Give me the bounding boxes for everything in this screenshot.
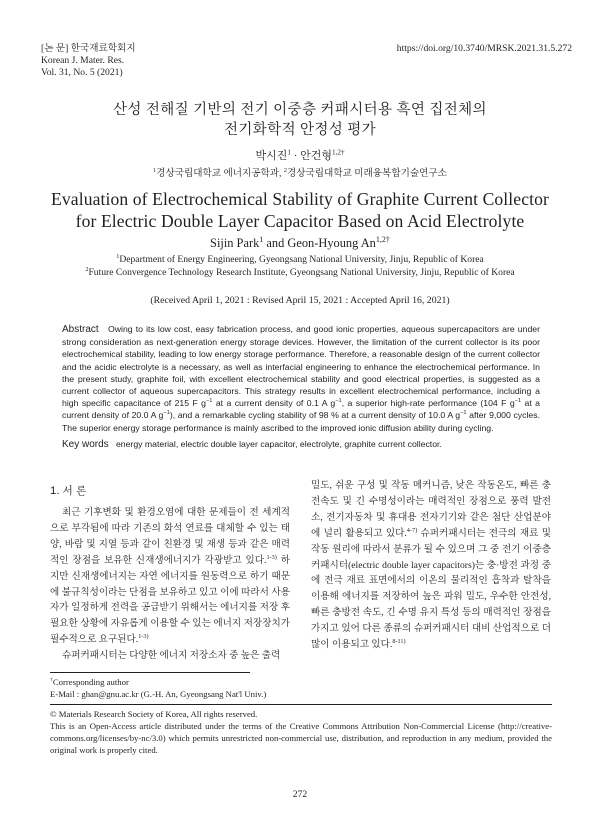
right-column <box>311 478 551 653</box>
title-ko-line1: 산성 전해질 기반의 전기 이중층 커패시터용 흑연 집전체의 <box>113 102 487 118</box>
page-number: 272 <box>292 789 308 800</box>
intro-para-1-ref1: 1-3) <box>266 553 277 561</box>
title-ko-line2: 전기화학적 안정성 평가 <box>223 122 377 138</box>
affiliation-en <box>0 253 600 279</box>
received-dates: (Received April 1, 2021 : Revised April 15, 2021 : Accepted April 16, 2021) <box>150 295 450 306</box>
abstract-text-3: , a superior high-rate performance (104 F g <box>341 398 515 409</box>
authors-ko <box>0 147 600 163</box>
affil-en-1: Department of Energy Engineering, Gyeongsang National University, Jinju, Republic of Korea <box>119 254 484 265</box>
affil-en-2-sup: 2 <box>85 265 89 273</box>
title-ko <box>0 100 600 140</box>
intro-para-1-b: 하지만 신재생에너지는 자연 에너지를 원동력으로 하기 때문에 불규칙성이라는 단점을 보유하고 있고 이에 따라서 사용자가 일정하게 전력을 공급받기 위해서는 에너지를 저장 후 필요한 상황에 자유롭게 이용할 수 있는 에너지 저장장치가 필수적으로 요구된다. <box>50 554 290 646</box>
title-en <box>0 188 600 232</box>
abstract <box>62 323 540 434</box>
keywords-label: Key words <box>62 439 109 450</box>
abstract-text-1: Owing to its low cost, easy fabrication process, and good ionic properties, aqueous supercapacitors are under strong consideration as next-generation energy storage devices. However, the limitation of the current collector is its poor electrochemical stability, leading to low energy storage performance. Therefore, a reasonable design of the current collector and the acidic electrolyte is a necessary, as well as interfacial engineering to enhance the electrochemical performance. In the present study, graphite foil, with excellent electrochemical stability and good electrical properties, is suggested as a current collector of aqueous supercapacitors. This strategy results in excellent electrochemical performance, including a high specific capacitance of 215 F g <box>62 324 540 409</box>
author-en-2-sup: 1,2† <box>375 234 390 244</box>
copyright-divider <box>50 704 552 705</box>
authors-en <box>0 236 600 251</box>
author-ko-2-sup: 1,2† <box>332 148 345 157</box>
right-para-1-a: 밀도, 쉬운 구성 및 작동 메커니즘, 낮은 작동온도, 빠른 충전속도 및 긴 수명성이라는 매력적인 장점으로 풍력 발전소, 전기자동차 및 휴대용 전자기기와 같은 첨단 산업분야에 널리 활용되고 있다. <box>311 480 551 539</box>
affil-en-line1 <box>0 253 600 266</box>
intro-para-1-ref2: 1-3) <box>138 633 149 641</box>
abstract-sup-1: −1 <box>206 398 213 405</box>
abstract-text-6: after 9,000 cycles. The superior energy storage performance is mainly ascribed to the improved ionic diffusion ability during cycling. <box>62 410 540 433</box>
right-para-1-b: 슈퍼커패시터는 전극의 재료 및 작동 원리에 따라서 분류가 될 수 있으며 그 중 전기 이중층 커패시터(electric double layer capacitors)는 충·방전 과정 중에 전극 재료 표면에서의 이온의 물리적인 흡착과 탈착을 이용해 에너지를 저장하여 높은 파워 밀도, 우수한 안전성, 빠른 충방전 속도, 긴 수명 유지 특성 등의 매력적인 장점을 가지고 있어 다른 종류의 슈퍼커패시터 대비 산업적으로 더 많이 이용되고 있다. <box>311 527 551 651</box>
author-en-and: and <box>263 236 288 250</box>
author-en-1-sup: 1 <box>259 234 264 244</box>
copyright-notice: © Materials Research Society of Korea, All rights reserved. <box>50 709 258 719</box>
left-column <box>50 505 290 664</box>
author-ko-sep: · <box>290 150 301 162</box>
title-en-line1: Evaluation of Electrochemical Stability of Graphite Current Collector <box>51 189 549 209</box>
abstract-label: Abstract <box>62 324 99 335</box>
corresponding-author-mark: † <box>50 677 53 684</box>
author-ko-2: 안건형 <box>300 150 333 162</box>
title-en-line2: for Electric Double Layer Capacitor Based on Acid Electrolyte <box>75 211 525 231</box>
author-en-2: Geon-Hyoung An <box>287 236 376 250</box>
abstract-sup-5: −1 <box>460 410 467 417</box>
author-email: E-Mail : ghan@gnu.ac.kr (G.-H. An, Gyeongsang Nat'l Univ.) <box>50 689 267 699</box>
section-heading-intro <box>50 483 86 498</box>
corresponding-author <box>50 676 129 688</box>
author-ko-1-sup: 1 <box>287 148 291 157</box>
right-para-1-ref1: 4-7) <box>406 526 418 534</box>
doi-link[interactable]: https://doi.org/10.3740/MRSK.2021.31.5.272 <box>396 43 572 54</box>
affil-en-1-sup: 1 <box>116 252 120 260</box>
intro-para-1-a: 최근 기후변화 및 환경오염에 대한 문제들이 전 세계적으로 부각됨에 따라 기존의 화석 연료를 대체할 수 있는 태양, 바람 및 지열 등과 같이 친환경 및 재생 등과 같은 매력적인 장점을 보유한 신재생에너지가 각광받고 있다. <box>50 507 290 566</box>
license-notice: This is an Open-Access article distributed under the terms of the Creative Commons Attribution Non-Commercial License (http://creative-commons.org/licenses/by-nc/3.0) which permits unrestricted non-commercial use, distribution, and reproduction in any medium, provided the original work is properly cited. <box>50 721 552 755</box>
journal-name-en: Korean J. Mater. Res. <box>41 55 125 66</box>
affiliation-ko <box>0 165 600 179</box>
affil-en-line2 <box>0 266 600 279</box>
abstract-sup-3: −1 <box>514 398 522 405</box>
right-para-1-ref2: 8-11) <box>392 637 406 645</box>
corresponding-author-label: Corresponding author <box>52 677 129 687</box>
abstract-sup-4: −1 <box>163 410 170 417</box>
author-ko-1: 박시진 <box>255 150 288 162</box>
intro-para-2: 슈퍼커패시터는 다양한 에너지 저장소자 중 높은 출력 <box>62 650 281 662</box>
abstract-text-2: at a current density of 0.1 A g <box>212 398 336 409</box>
abstract-sup-2: −1 <box>335 398 342 405</box>
abstract-text-5: ), and a remarkable cycling stability of 98 % at a current density of 10.0 A g <box>169 410 461 421</box>
author-en-1: Sijin Park <box>210 236 260 250</box>
journal-name-ko: [논 문] 한국재료학회지 <box>41 43 136 54</box>
section-title: 서 론 <box>62 485 87 497</box>
affil-ko-2: 경상국립대학교 미래융복합기술연구소 <box>286 168 447 179</box>
right-para-1 <box>311 478 551 653</box>
volume-info: Vol. 31, No. 5 (2021) <box>41 67 123 78</box>
journal-header <box>41 43 136 79</box>
footnote-divider <box>50 672 250 673</box>
section-number: 1. <box>50 485 63 497</box>
keywords-text: energy material, electric double layer capacitor, electrolyte, graphite current collector. <box>115 439 442 449</box>
affil-en-2: Future Convergence Technology Research Institute, Gyeongsang National University, Jinju, Republic of Korea <box>88 267 515 278</box>
abstract-text-4: at a current density of 20.0 A g <box>62 398 540 421</box>
intro-para-1 <box>50 505 290 648</box>
affil-ko-1-sup: 1 <box>153 166 157 174</box>
affil-ko-1: 경상국립대학교 에너지공학과, <box>156 168 284 179</box>
affil-ko-2-sup: 2 <box>283 166 287 174</box>
keywords <box>62 438 552 451</box>
